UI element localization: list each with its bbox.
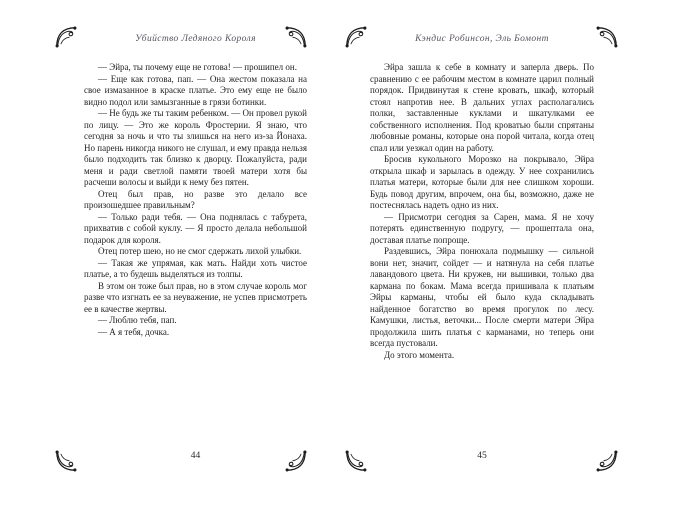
paragraph: — Только ради тебя. — Она поднялась с табурета, прихватив с собой куклу. — Я просто делала небольшой подарок для короля. [84,211,307,245]
corner-ornament-icon [55,26,77,48]
paragraph: — Люблю тебя, пап. [98,315,177,325]
corner-ornament-icon [345,26,367,48]
paragraph: В этом он тоже был прав, но в этом случае король мог разве что изгнать ее за неуважение, не успев присмотреть ее в качестве жертвы. [84,280,307,314]
paragraph: До этого момента. [384,349,455,360]
corner-ornament-icon [55,450,77,472]
paragraph: — Еще как готова, пап. — Она жестом показала на свое измазанное в краске платье. Это ему еще не было видно подол или замызганные в грязи ботинки. [84,73,307,107]
paragraph: — Такая же упрямая, как мать. Найди хоть чистое платье, а то будешь выделяться из толпы. [84,257,307,279]
corner-ornament-icon [596,450,618,472]
paragraph: — Присмотри сегодня за Сарен, мама. Я не хочу потерять единственную подругу, — прошептала она, доставая платье попроще. [370,211,594,245]
paragraph: Раздевшись, Эйра понюхала подмышку — сильной вони нет, значит, сойдет — и натянула на себя платье лавандового цвета. Ни кружев, ни вышивки, только два кармана по бокам. Мама всегда пришивала к платьям Эйры карманы, чтобы ей было куда складывать найденное богатство во время прогулок по лесу. Камушки, листья, веточки... После смерти матери Эйра продолжила шить платья с карманами, но теперь они всегда пустовали. [370,246,594,348]
page-right [337,0,674,505]
paragraph: Бросив кукольного Морозко на покрывало, Эйра открыла шкаф и зарылась в одежду. У нее сохранились платья матери, которые были для нее слишком хороши. Будь повод другим, впрочем, она бы, возможно, даже не постеснялась надеть одно из них. [370,154,594,210]
running-header: Убийство Ледяного Короля [135,34,256,44]
page-number: 45 [477,451,487,461]
page-number: 44 [190,451,201,461]
corner-ornament-icon [345,450,367,472]
paragraph: — Не будь же ты таким ребенком. — Он провел рукой по лицу. — Это же король Фростерии. Я знаю, что сегодня за ночь и что ты злишься на него из-за Йонаха. Но парень никогда никого не слушал, и ему правда нельзя было подходить так близко к дворцу. Пожалуйста, ради меня и ради светлой памяти твоей матери хотя бы расчеши волосы и выйди к нему без пятен. [84,108,307,187]
page-text [370,62,594,361]
paragraph: Отец был прав, но разве это делало все произошедшее правильным? [84,188,307,210]
paragraph: Эйра зашла к себе в комнату и заперла дверь. По сравнению с ее рабочим местом в комнате царил полный порядок. Придвинутая к стене кровать, шкаф, который стоял напротив нее. В дальних углах располагались полки, заставленные куклами и шкатулками ее собственного исполнения. Под кроватью были спрятаны любовные романы, которые она порой читала, когда отец спал или уезжал один на работу. [370,62,594,153]
running-header: Кэндис Робинсон, Эль Бомонт [415,34,549,44]
paragraph: Отец потер шею, но не смог сдержать лихой улыбки. [98,246,302,256]
paragraph: — Эйра, ты почему еще не готова! — прошипел он. [98,62,297,72]
corner-ornament-icon [596,26,618,48]
page-text [84,62,307,338]
paragraph: — А я тебя, дочка. [98,326,170,337]
